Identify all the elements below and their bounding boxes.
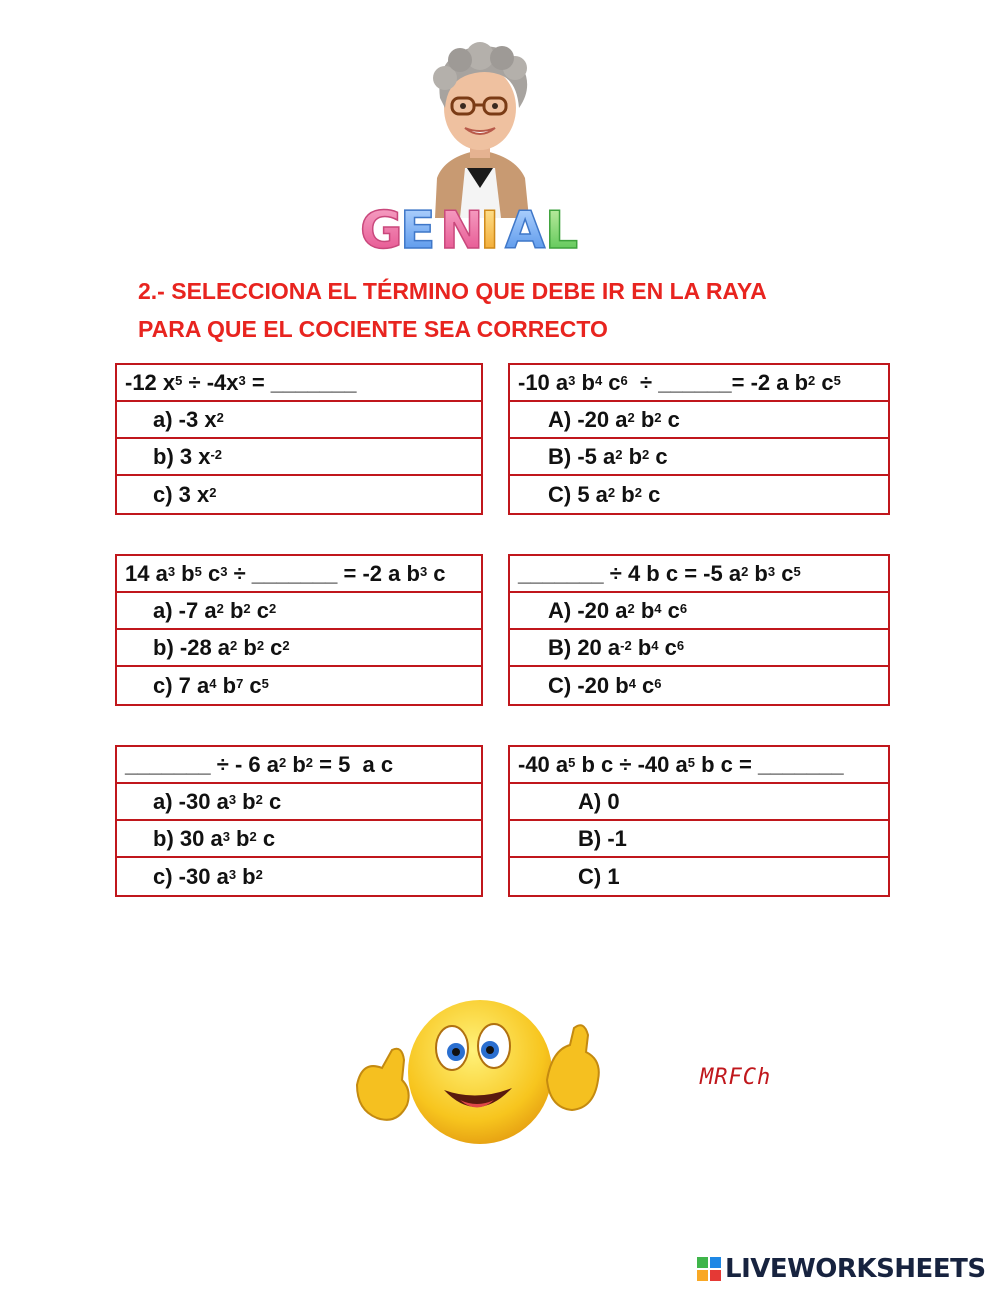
answer-option-c[interactable]: C) 1 — [578, 863, 620, 889]
question-box-2 — [508, 363, 890, 515]
answer-option-a[interactable]: A) -20 a $^2$ b $^4$ c $^6$ — [510, 593, 888, 630]
question-text: _______ ÷ 4 b c = -5 a $^2$ b $^3$ c $^5$ — [510, 556, 888, 593]
instructions-line-1: 2.- SELECCIONA EL TÉRMINO QUE DEBE IR EN LA RAYA — [138, 278, 767, 304]
thumbs-up-emoji-image — [352, 990, 602, 1150]
question-text: -10 a $^3$ b $^4$ c $^6$ ÷ ______= -2 a b $^2$ c $^5$ — [510, 365, 888, 402]
instructions-heading — [138, 272, 860, 348]
question-text: -12 x $^5$ ÷ -4x $^3$ = _______ — [117, 365, 481, 402]
svg-text:N: N — [440, 201, 484, 256]
question-box-4 — [508, 554, 890, 706]
liveworksheets-brand — [697, 1254, 986, 1284]
question-text: -40 a $^5$ b c ÷ -40 a $^5$ b c = _______ — [510, 747, 888, 784]
answer-option-c[interactable]: c) -30 a $^3$ b $^2$ — [153, 863, 263, 889]
answer-option-a[interactable]: A) -20 a $^2$ b $^2$ c — [510, 402, 888, 439]
answer-option-a[interactable]: A) 0 — [510, 784, 888, 821]
author-signature: MRFCh — [700, 1065, 772, 1090]
answer-option-c[interactable]: C) -20 b $^4$ c $^6$ — [548, 672, 662, 698]
answer-option-b[interactable]: B) -1 — [510, 821, 888, 858]
answer-option-c[interactable]: c) 7 a $^4$ b $^7$ c $^5$ — [153, 672, 269, 698]
answer-option-a[interactable]: a) -3 x $^2$ — [117, 402, 481, 439]
teacher-avatar-image — [415, 38, 545, 218]
genial-wordart-logo — [360, 198, 590, 256]
answer-option-b[interactable]: b) -28 a $^2$ b $^2$ c $^2$ — [117, 630, 481, 667]
answer-option-b[interactable]: B) -5 a $^2$ b $^2$ c — [510, 439, 888, 476]
answer-option-c[interactable]: C) 5 a $^2$ b $^2$ c — [548, 481, 661, 507]
svg-text:G: G — [360, 201, 403, 256]
instructions-line-2: PARA QUE EL COCIENTE SEA CORRECTO — [138, 316, 608, 342]
answer-option-b[interactable]: B) 20 a $^{-2}$ b $^4$ c $^6$ — [510, 630, 888, 667]
svg-text:I: I — [480, 201, 500, 256]
svg-text:L: L — [545, 201, 579, 256]
question-box-5 — [115, 745, 483, 897]
answer-option-b[interactable]: b) 3 x $^{-2}$ — [117, 439, 481, 476]
svg-text:E: E — [400, 201, 436, 256]
answer-option-a[interactable]: a) -30 a $^3$ b $^2$ c — [117, 784, 481, 821]
brand-name: LIVEWORKSHEETS — [725, 1254, 986, 1284]
answer-option-a[interactable]: a) -7 a $^2$ b $^2$ c $^2$ — [117, 593, 481, 630]
liveworksheets-logo-icon — [697, 1257, 721, 1281]
question-box-1 — [115, 363, 483, 515]
question-box-3 — [115, 554, 483, 706]
answer-option-c[interactable]: c) 3 x $^2$ — [153, 481, 217, 507]
svg-text:A: A — [505, 201, 546, 256]
answer-option-b[interactable]: b) 30 a $^3$ b $^2$ c — [117, 821, 481, 858]
question-text: _______ ÷ - 6 a $^2$ b $^2$ = 5 a c — [117, 747, 481, 784]
question-box-6 — [508, 745, 890, 897]
question-text: 14 a $^3$ b $^5$ c $^3$ ÷ _______ = -2 a b $^3$ c — [117, 556, 481, 593]
